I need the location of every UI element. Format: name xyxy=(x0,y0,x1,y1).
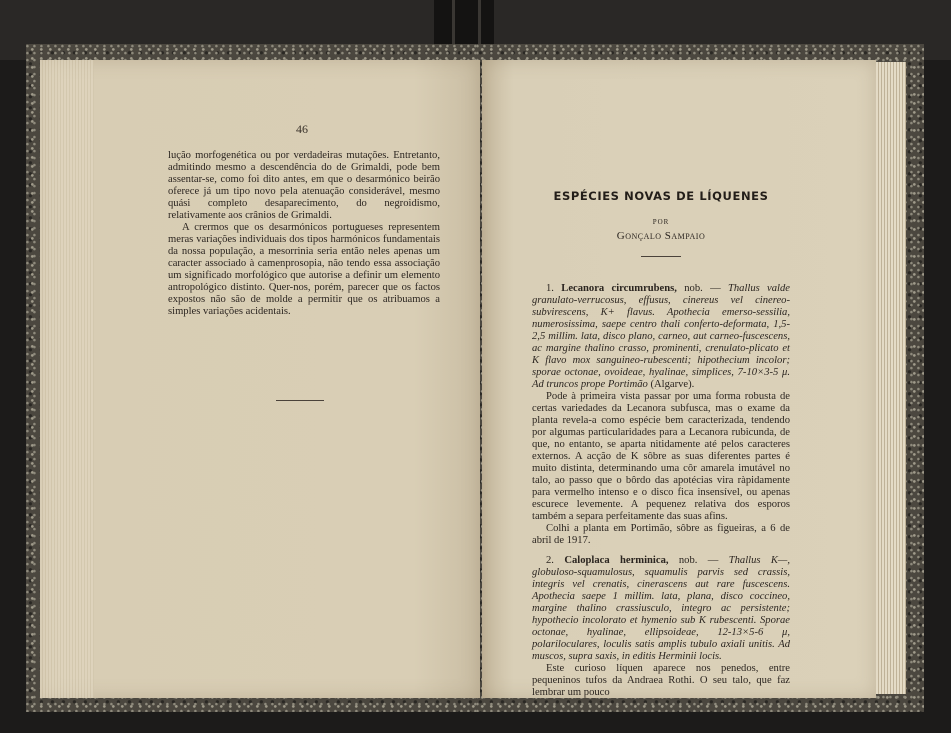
article-title: ESPÉCIES NOVAS DE LÍQUENES xyxy=(553,189,769,203)
right-page-edges xyxy=(876,62,906,694)
entry-number: 1. xyxy=(546,283,554,294)
paragraph: Colhi a planta em Portimão, sôbre as figueiras, a 6 de abril de 1917. xyxy=(532,523,790,546)
paragraph: Este curioso líquen aparece nos penedos, entre pequeninos tufos da Andraea Rothi. O seu talo, que faz lembrar um pouco xyxy=(532,663,790,698)
page-number: 46 xyxy=(296,122,308,136)
paragraph: A crermos que os desarmónicos portugueses representem meras variações individuais dos tipos harmónicos fundamentais da nossa população, a mesorrinia seria então neles apenas um caracter associado à camenprosopia, não tendo essa associação um significado morfológico que autorise a definir um elemento antropológico distinto. Quer-nos, porém, parecer que os factos expostos não são de molde a permitir que os atribuamos a simples variações acidentais. xyxy=(168,222,440,317)
section-rule xyxy=(276,400,324,401)
right-page-text xyxy=(532,190,790,699)
article-body xyxy=(532,283,790,699)
locality: Portimão xyxy=(605,379,648,390)
species-name: Lecanora circumrubens, xyxy=(561,283,677,294)
species-entry-1 xyxy=(532,283,790,391)
species-name: Caloplaca herminica, xyxy=(564,555,669,566)
paragraph: lução morfogenética ou por verdadeiras mutações. Entretanto, admitindo mesmo a descendência do de Grimaldi, pode bem assentar-se, como foi dito antes, em que o desarmónico beirão oferece já um tipo novo pela atenuação considerável, mesmo quási completo desaparecimento, do negroidismo, relativamente aos crânios de Grimaldi. xyxy=(168,150,440,221)
entry-number: 2. xyxy=(546,555,554,566)
species-entry-2 xyxy=(532,555,790,663)
latin-diagnosis: Thallus valde granulato-verrucosus, effusus, cinereus vel cinereo-subvirescens, K+ flavus. Apothecia emerso-sessilia, numerosissima, saepe centro thali conferto-deformata, 1,5-2,5 millim. lata, disco plano, carneo, aut carneo-fuscescens, ac margine thalino crasso, prominenti, crenulato-plicato et K flavo mox sanguineo-rubescenti; hipothecium incolor; sporae octonae, ovoideae, hyalinae, simplices, 7-10×3-5 μ. Ad truncos prope xyxy=(532,283,790,390)
left-page-text xyxy=(168,150,440,318)
by-line: POR xyxy=(652,218,670,226)
species-author: nob. — xyxy=(676,283,721,294)
species-author: nob. — xyxy=(668,555,719,566)
section-rule xyxy=(641,256,681,257)
paragraph: Pode à primeira vista passar por uma forma robusta de certas variedades da Lecanora subfusca, mas o exame da planta revela-a como espécie bem caracterizada, tendendo por algumas particularidades para a Lecanora rubicunda, de que, no entanto, se aparta nitidamente até pelos caracteres externos. A acção de K sôbre as suas diferentes partes é muito distinta, determinando uma côr amarela imutável no talo, ao passo que o bôrdo das apotécias vira ràpidamente para vermelho intenso e o disco fica insensível, ou apenas escurece levemente. A pequenez relativa dos esporos também a separa perfeitamente das suas afins. xyxy=(532,391,790,522)
author-name: Gonçalo Sampaio xyxy=(616,230,706,242)
left-page-edges xyxy=(40,60,94,698)
locality-region: (Algarve). xyxy=(647,379,695,390)
latin-diagnosis: Thallus K—, globuloso-squamulosus, squamulis parvis sed crassis, integris vel crenatis, cinerascens aut rare fuscescens. Apothecia saepe 1 millim. lata, plana, disco coccineo, margine thalino crassiusculo, integro ac persistente; hypothecio incolorato et hymenio sub K rubescenti. Sporae octonae, hyalinae, ellipsoideae, 12-13×5-6 μ, polariloculares, loculis satis amplis tubulo axiali unitis. Ad muscos, supra saxis, in editis Herminii locis. xyxy=(532,555,790,662)
